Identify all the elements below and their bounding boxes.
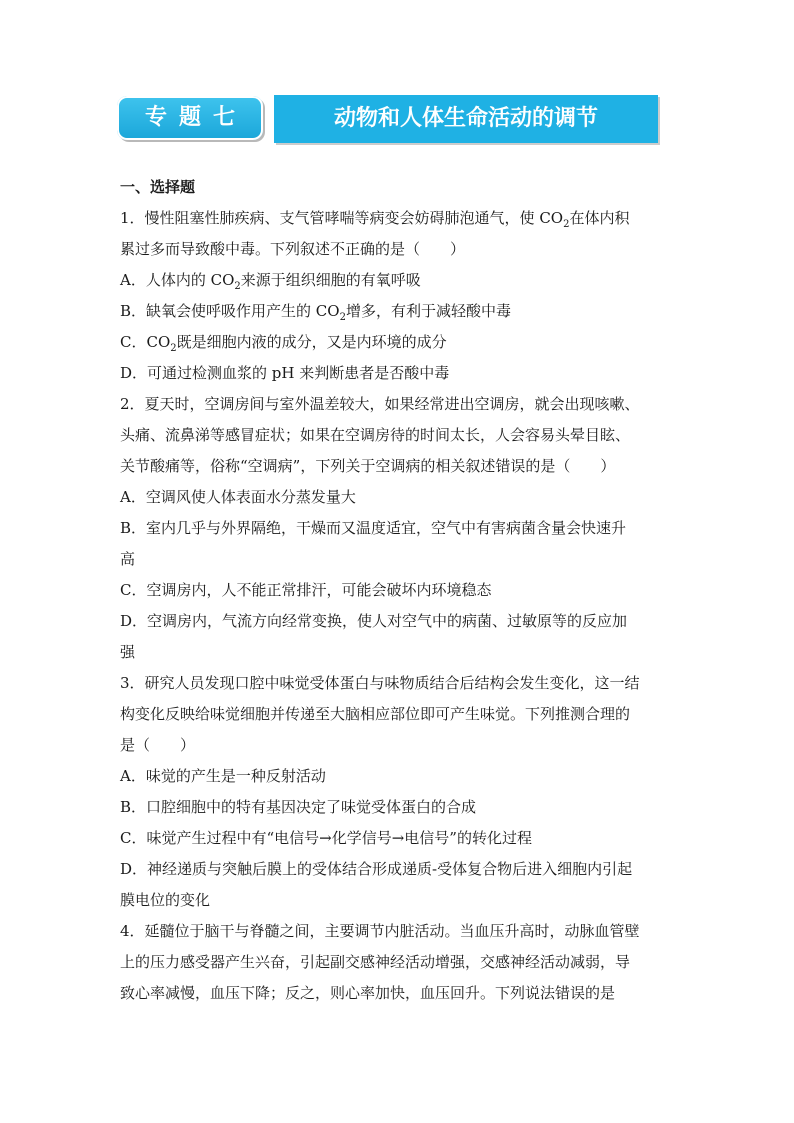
question-2: [120, 389, 680, 668]
question-3-option-d-line-1: D．神经递质与突触后膜上的受体结合形成递质-受体复合物后进入细胞内引起: [120, 860, 633, 878]
question-2-option-d-line-2: 强: [120, 643, 136, 661]
section-heading: 一、选择题: [120, 178, 196, 196]
question-4-stem-line-1: 4．延髓位于脑干与脊髓之间，主要调节内脏活动。当血压升高时，动脉血管壁: [120, 922, 640, 940]
question-3-option-d-line-2: 膜电位的变化: [120, 891, 211, 909]
question-1-stem-line-1: 1．慢性阻塞性肺疾病、支气管哮喘等病变会妨碍肺泡通气，使 $CO_2$在体内积: [120, 209, 630, 230]
question-2-option-d-line-1: D．空调房内，气流方向经常变换，使人对空气中的病菌、过敏原等的反应加: [120, 612, 628, 630]
question-2-stem-line-1: 2．夏天时，空调房间与室外温差较大，如果经常进出空调房，就会出现咳嗽、: [120, 395, 640, 413]
document-body: [120, 172, 680, 1009]
question-4-stem-line-2: 上的压力感受器产生兴奋，引起副交感神经活动增强，交感神经活动减弱，导: [120, 953, 631, 971]
question-3-stem-line-2: 构变化反映给味觉细胞并传递至大脑相应部位即可产生味觉。下列推测合理的: [120, 705, 631, 723]
question-4-stem-line-3: 致心率减慢，血压下降；反之，则心率加快，血压回升。下列说法错误的是: [120, 984, 616, 1002]
question-1-option-c: C．$CO_2$既是细胞内液的成分，又是内环境的成分: [120, 333, 447, 354]
question-1-stem-line-2: 累过多而导致酸中毒。下列叙述不正确的是（ ）: [120, 240, 466, 258]
question-3-stem-line-1: 3．研究人员发现口腔中味觉受体蛋白与味物质结合后结构会发生变化，这一结: [120, 674, 640, 692]
question-2-stem-line-3: 关节酸痛等，俗称“空调病”，下列关于空调病的相关叙述错误的是（ ）: [120, 457, 616, 475]
topic-title: 动物和人体生命活动的调节: [274, 95, 658, 143]
question-2-option-c: C．空调房内，人不能正常排汗，可能会破坏内环境稳态: [120, 581, 492, 599]
question-2-option-b-line-1: B．室内几乎与外界隔绝，干燥而又温度适宜，空气中有害病菌含量会快速升: [120, 519, 627, 537]
question-3-option-c: C．味觉产生过程中有“电信号→化学信号→电信号”的转化过程: [120, 829, 532, 847]
question-3-stem-line-3: 是（ ）: [120, 736, 196, 754]
question-4: [120, 916, 680, 1009]
question-3-option-a: A．味觉的产生是一种反射活动: [120, 767, 326, 785]
question-2-stem-line-2: 头痛、流鼻涕等感冒症状；如果在空调房待的时间太长，人会容易头晕目眩、: [120, 426, 631, 444]
topic-header: [117, 94, 658, 144]
question-1-option-b: B．缺氧会使呼吸作用产生的 $CO_2$增多，有利于减轻酸中毒: [120, 302, 511, 323]
topic-badge: 专题七: [117, 96, 263, 140]
question-2-option-b-line-2: 高: [120, 550, 136, 568]
question-3-option-b: B．口腔细胞中的特有基因决定了味觉受体蛋白的合成: [120, 798, 477, 816]
question-1-option-d: D．可通过检测血浆的 pH 来判断患者是否酸中毒: [120, 364, 450, 382]
question-3: [120, 668, 680, 916]
question-2-option-a: A．空调风使人体表面水分蒸发量大: [120, 488, 356, 506]
question-1-option-a: A．人体内的 $CO_2$来源于组织细胞的有氧呼吸: [120, 271, 421, 292]
question-1: [120, 203, 680, 389]
